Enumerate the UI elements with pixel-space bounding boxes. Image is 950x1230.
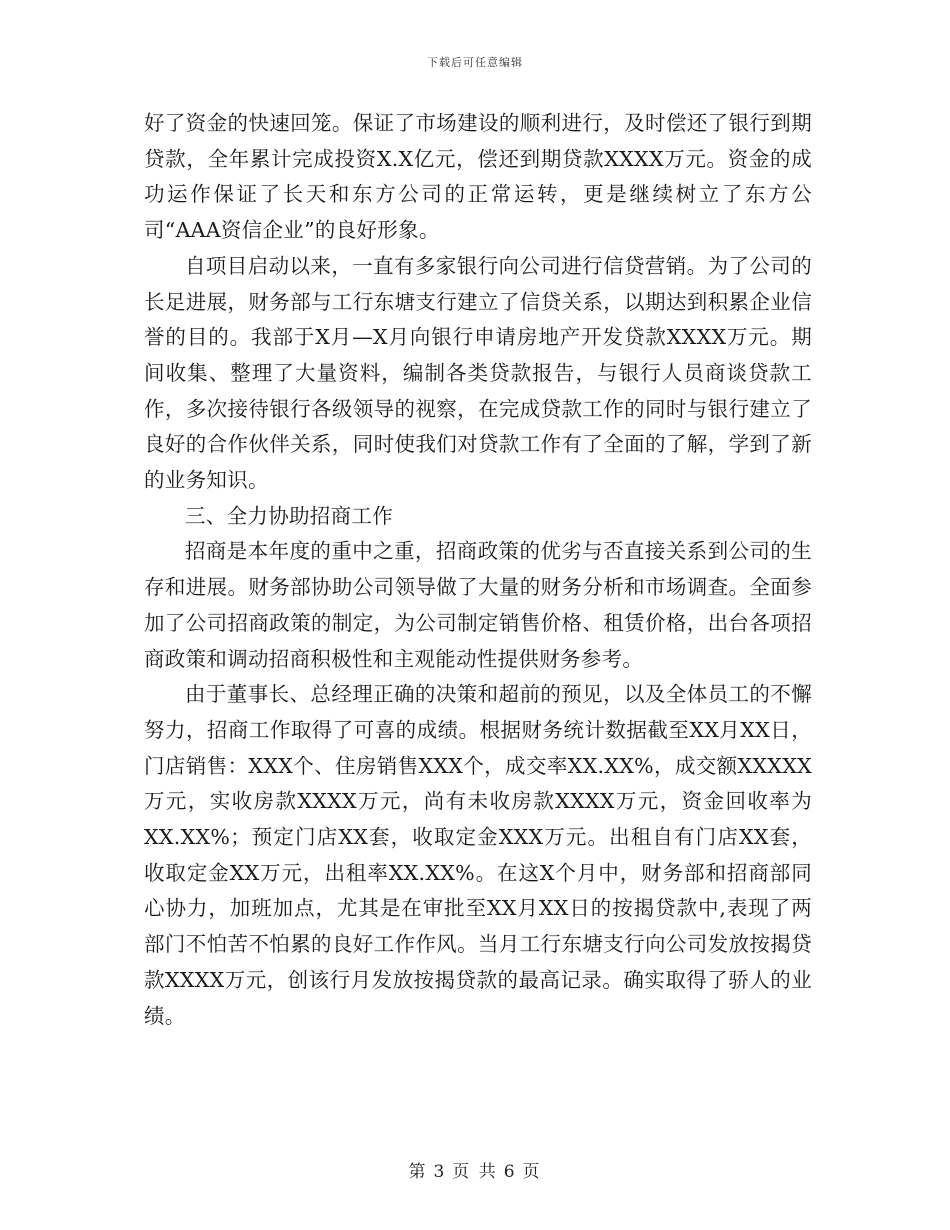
page-footer: [0, 1157, 950, 1182]
paragraph-continuation: 好了资金的快速回笼。保证了市场建设的顺利进行，及时偿还了银行到期贷款，全年累计完成投资X.X亿元，偿还到期贷款XXXX万元。资金的成功运作保证了长天和东方公司的正常运转，更是继续树立了东方公司“AAA资信企业”的良好形象。: [144, 111, 812, 243]
footer-total-pages: 6: [503, 1162, 517, 1182]
paragraph-credit: 自项目启动以来，一直有多家银行向公司进行信贷营销。为了公司的长足进展，财务部与工行东塘支行建立了信贷关系，以期达到积累企业信誉的目的。我部于X月—X月向银行申请房地产开发贷款XXXX万元。期间收集、整理了大量资料，编制各类贷款报告，与银行人员商谈贷款工作，多次接待银行各级领导的视察，在完成贷款工作的同时与银行建立了良好的合作伙伴关系，同时使我们对贷款工作有了全面的了解，学到了新的业务知识。: [144, 253, 812, 493]
footer-suffix: 页: [522, 1162, 542, 1182]
page-header: 下载后可任意编辑: [427, 56, 523, 69]
footer-middle: 页 共: [452, 1162, 498, 1182]
document-body: [144, 106, 812, 1034]
section-heading: 三、全力协助招商工作: [185, 503, 393, 528]
paragraph-investment-policy: 招商是本年度的重中之重，招商政策的优劣与否直接关系到公司的生存和进展。财务部协助公司领导做了大量的财务分析和市场调查。全面参加了公司招商政策的制定，为公司制定销售价格、租赁价格，出台各项招商政策和调动招商积极性和主观能动性提供财务参考。: [144, 539, 812, 671]
paragraph-results: 由于董事长、总经理正确的决策和超前的预见，以及全体员工的不懈努力，招商工作取得了可喜的成绩。根据财务统计数据截至XX月XX日，门店销售：XXX个、住房销售XXX个，成交率XX.XX%，成交额XXXXX万元，实收房款XXXX万元，尚有未收房款XXXX万元，资金回收率为XX.XX%；预定门店XX套，收取定金XXX万元。出租自有门店XX套，收取定金XX万元，出租率XX.XX%。在这X个月中，财务部和招商部同心协力，加班加点，尤其是在审批至XX月XX日的按揭贷款中,表现了两部门不怕苦不怕累的良好工作作风。当月工行东塘支行向公司发放按揭贷款XXXX万元，创该行月发放按揭贷款的最高记录。确实取得了骄人的业绩。: [144, 682, 812, 1028]
footer-prefix: 第: [408, 1162, 428, 1182]
footer-page-number: 3: [433, 1162, 447, 1182]
